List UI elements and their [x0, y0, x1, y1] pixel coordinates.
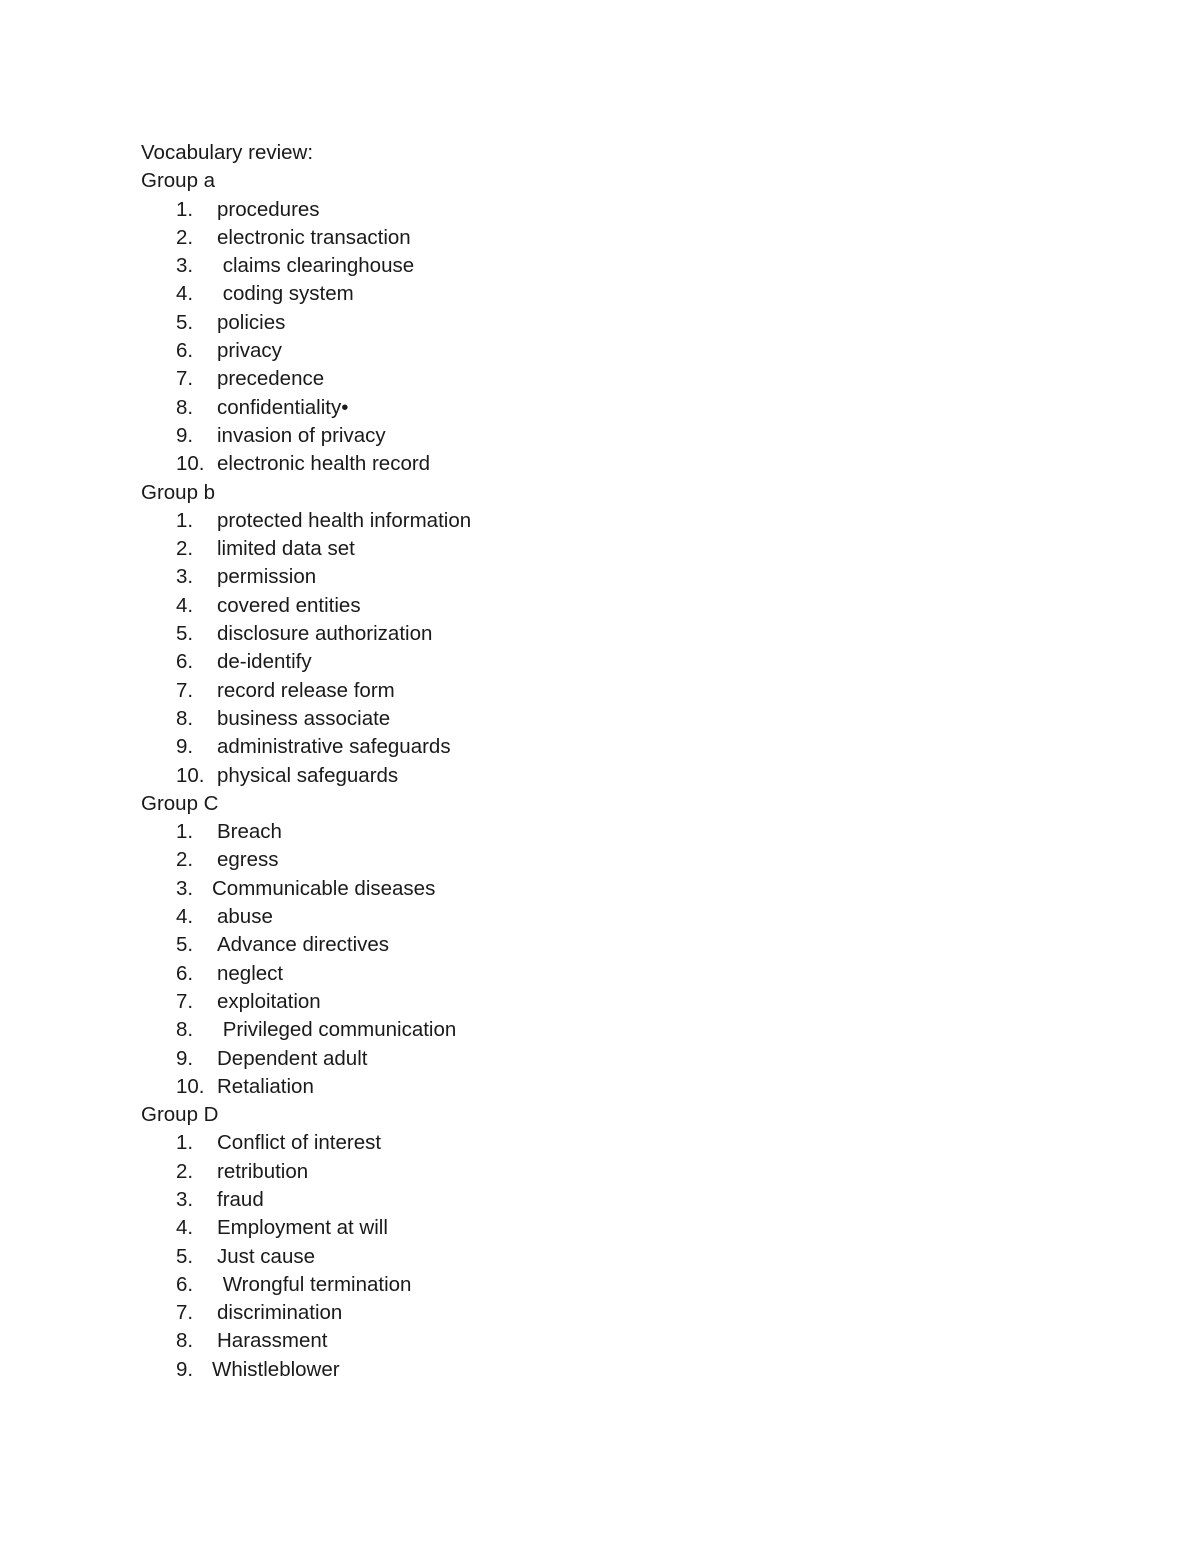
list-item: 5. policies: [176, 310, 286, 334]
list-item: 6. neglect: [176, 961, 284, 985]
list-item: 10. physical safeguards: [176, 763, 399, 787]
list-item: 3. claims clearinghouse: [176, 254, 415, 278]
list-item: 6. privacy: [176, 339, 282, 363]
list-item: 8. business associate: [176, 706, 391, 730]
group-list: [141, 507, 472, 790]
list-item: 5. Just cause: [176, 1244, 315, 1268]
list-item: 7. record release form: [176, 678, 395, 702]
list-item: 4. abuse: [176, 905, 273, 929]
list-item: 9. invasion of privacy: [176, 423, 386, 447]
group-list: [141, 818, 457, 1101]
list-item: 3. permission: [176, 565, 317, 589]
list-item: 7. discrimination: [176, 1301, 343, 1325]
list-item: 4. covered entities: [176, 593, 361, 617]
group-heading: Group C: [141, 791, 219, 815]
list-item: 10. electronic health record: [176, 452, 431, 476]
list-item: 9. Whistleblower: [176, 1357, 340, 1381]
group-list: [141, 196, 431, 479]
list-item: 3. Communicable diseases: [176, 876, 436, 900]
list-item: 9. administrative safeguards: [176, 735, 451, 759]
list-item: 4. Employment at will: [176, 1216, 388, 1240]
list-item: 2. retribution: [176, 1159, 309, 1183]
group-heading: Group D: [141, 1103, 219, 1127]
list-item: 1. Conflict of interest: [176, 1131, 382, 1155]
list-item: 6. Wrongful termination: [176, 1272, 412, 1296]
list-item: 8. confidentiality•: [176, 395, 349, 419]
vocabulary-content: [141, 139, 472, 1384]
list-item: 4. coding system: [176, 282, 354, 306]
list-item: 7. precedence: [176, 367, 325, 391]
list-item: 5. disclosure authorization: [176, 622, 433, 646]
group-heading: Group b: [141, 480, 216, 504]
list-item: 3. fraud: [176, 1187, 264, 1211]
list-item: 1. protected health information: [176, 508, 472, 532]
list-item: 8. Harassment: [176, 1329, 328, 1353]
list-item: 9. Dependent adult: [176, 1046, 368, 1070]
page-title: Vocabulary review:: [141, 141, 314, 164]
list-item: 5. Advance directives: [176, 933, 390, 957]
list-item: 8. Privileged communication: [176, 1018, 457, 1042]
list-item: 7. exploitation: [176, 989, 321, 1013]
list-item: 1. Breach: [176, 820, 282, 844]
list-item: 6. de-identify: [176, 650, 312, 674]
group-heading: Group a: [141, 169, 216, 193]
list-item: 2. egress: [176, 848, 279, 872]
list-item: 10. Retaliation: [176, 1074, 314, 1098]
list-item: 1. procedures: [176, 197, 320, 221]
group-list: [141, 1129, 412, 1384]
list-item: 2. limited data set: [176, 537, 355, 561]
list-item: 2. electronic transaction: [176, 225, 411, 249]
